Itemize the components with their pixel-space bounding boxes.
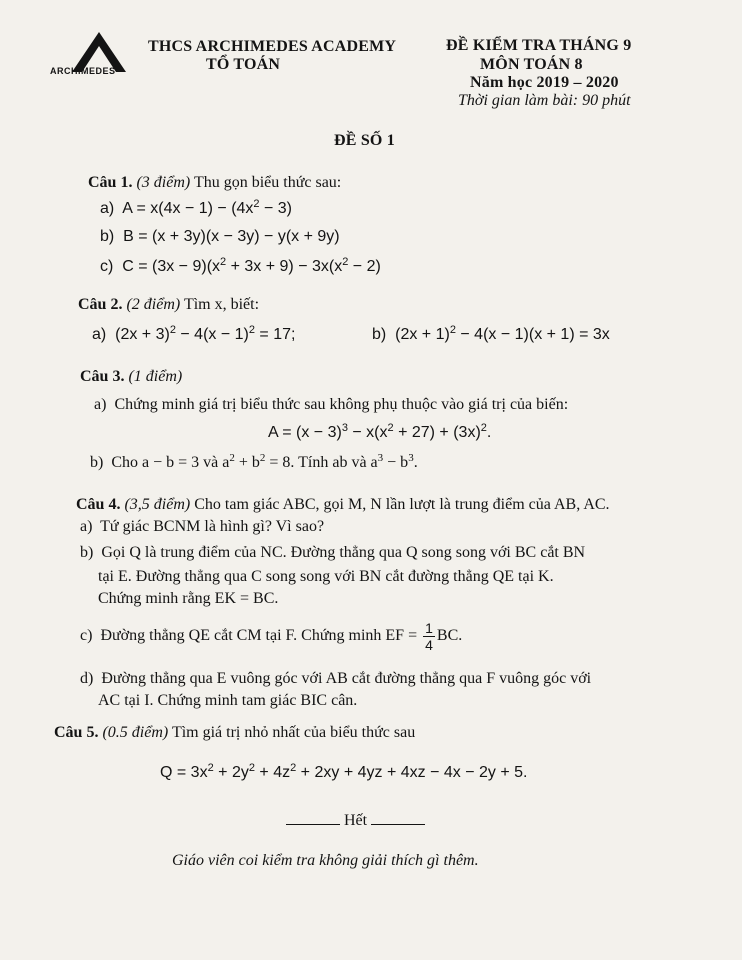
question-1-prompt: Thu gọn biểu thức sau: [193, 174, 342, 191]
question-4d-label: d) [80, 670, 94, 687]
question-3b-exponent: 2 [259, 452, 266, 464]
question-5-label: Câu 5. [54, 724, 99, 741]
question-1a [100, 200, 292, 218]
question-2a-label: a) [92, 326, 107, 343]
question-4c-label: c) [80, 627, 93, 645]
question-5-formula [160, 764, 527, 782]
question-1a-label: a) [100, 200, 115, 217]
question-1c-expr-part: − 2) [348, 258, 381, 275]
formula-part: . [486, 424, 492, 441]
question-3b-part: + b [234, 454, 260, 471]
question-1c-expr-part: C = (3x − 9)(x [122, 258, 221, 275]
question-4d-line-1 [80, 670, 591, 688]
question-4b-line-3: Chứng minh rằng EK = BC. [98, 590, 279, 607]
question-4a-label: a) [80, 518, 93, 535]
formula-part: + 4z [254, 764, 291, 781]
question-1-heading [88, 174, 341, 192]
question-4-heading [76, 496, 610, 514]
question-2b-expr-part: (2x + 1) [395, 326, 450, 343]
formula-part: + 2xy + 4yz + 4xz − 4x − 2y + 5. [296, 764, 528, 781]
question-4c-text: Đường thẳng QE cắt CM tại F. Chứng minh EF = [100, 627, 418, 645]
question-4b-label: b) [80, 544, 94, 561]
question-3b-exponent: 2 [229, 452, 235, 464]
question-2b [372, 326, 610, 344]
formula-exponent: 2 [207, 762, 214, 774]
end-text: Hết [344, 812, 368, 829]
question-1-points: (3 điểm) [136, 174, 191, 191]
question-3b-exponent: 3 [408, 452, 414, 464]
question-1a-expr-part: − 3) [259, 200, 293, 217]
end-rule-left [286, 824, 340, 825]
formula-exponent: 2 [290, 762, 297, 774]
question-2a-expr-part: − 4(x − 1) [175, 326, 249, 343]
fraction-one-quarter [423, 620, 435, 653]
question-3-heading [80, 368, 182, 386]
question-3a-formula [268, 424, 491, 442]
question-2b-label: b) [372, 326, 387, 343]
formula-exponent: 2 [248, 762, 255, 774]
formula-part: + 2y [213, 764, 249, 781]
question-3a-prompt: Chứng minh giá trị biểu thức sau không phụ thuộc vào giá trị của biến: [114, 396, 569, 413]
question-5-points: (0.5 điểm) [102, 724, 169, 741]
question-1b [100, 228, 340, 246]
question-2-label: Câu 2. [78, 296, 123, 313]
question-4-label: Câu 4. [76, 496, 121, 513]
question-3-label: Câu 3. [80, 368, 125, 385]
question-1a-expr-part: A = x(4x − 1) − (4x [122, 200, 254, 217]
fraction-denominator: 4 [425, 637, 433, 653]
question-4b-line-2: tại E. Đường thẳng qua C song song với BN cắt đường thẳng QE tại K. [98, 568, 554, 585]
question-2a [92, 326, 295, 344]
exam-duration: Thời gian làm bài: 90 phút [458, 92, 631, 109]
formula-part: + 27) + (3x) [393, 424, 481, 441]
question-4c [80, 620, 462, 653]
question-4d-text: Đường thẳng qua E vuông góc với AB cắt đường thẳng qua F vuông góc với [101, 670, 592, 687]
question-4c-tail: BC. [436, 627, 463, 645]
formula-exponent: 3 [341, 422, 348, 434]
formula-part: A = (x − 3) [268, 424, 342, 441]
question-5-heading [54, 724, 415, 742]
question-1c-exponent: 2 [220, 256, 227, 268]
question-1-label: Câu 1. [88, 174, 133, 191]
question-2b-exponent: 2 [449, 324, 456, 336]
question-1c [100, 258, 381, 276]
question-3a-label: a) [94, 396, 107, 413]
end-marker [282, 812, 429, 830]
question-4b-line-1 [80, 544, 585, 562]
question-1c-label: c) [100, 258, 114, 275]
question-4a-text: Tứ giác BCNM là hình gì? Vì sao? [100, 518, 325, 535]
question-2a-expr-part: (2x + 3) [115, 326, 170, 343]
proctor-note: Giáo viên coi kiểm tra không giải thích gì thêm. [172, 852, 479, 869]
question-4-prompt: Cho tam giác ABC, gọi M, N lần lượt là trung điểm của AB, AC. [194, 496, 610, 513]
question-1c-exponent: 2 [342, 256, 349, 268]
question-4a [80, 518, 324, 536]
school-year: Năm học 2019 – 2020 [470, 74, 619, 91]
question-4b-text: Gọi Q là trung điểm của NC. Đường thẳng qua Q song song với BC cắt BN [101, 544, 586, 561]
question-3a-text [94, 396, 568, 414]
question-3b [90, 454, 418, 472]
end-rule-right [371, 824, 425, 825]
question-3b-part: . [413, 454, 418, 471]
exam-number: ĐỀ SỐ 1 [334, 132, 395, 149]
question-2a-exponent: 2 [169, 324, 176, 336]
question-4d-line-2: AC tại I. Chứng minh tam giác BIC cân. [98, 692, 358, 709]
formula-exponent: 2 [480, 422, 487, 434]
question-2-points: (2 điểm) [126, 296, 181, 313]
question-3b-part: Cho a − b = 3 và a [111, 454, 230, 471]
question-1a-exponent: 2 [253, 198, 260, 210]
question-3b-exponent: 3 [377, 452, 384, 464]
question-5-prompt: Tìm giá trị nhỏ nhất của biểu thức sau [171, 724, 416, 741]
question-2a-expr-part: = 17; [254, 326, 296, 343]
exam-title: ĐỀ KIỂM TRA THÁNG 9 [446, 37, 632, 54]
school-name: THCS ARCHIMEDES ACADEMY [148, 38, 397, 55]
formula-part: Q = 3x [160, 764, 208, 781]
question-2-prompt: Tìm x, biết: [183, 296, 260, 313]
question-2-heading [78, 296, 259, 314]
question-2a-exponent: 2 [248, 324, 255, 336]
question-1c-expr-part: + 3x + 9) − 3x(x [226, 258, 343, 275]
question-4-points: (3,5 điểm) [124, 496, 191, 513]
subject: MÔN TOÁN 8 [480, 56, 583, 73]
question-3-points: (1 điểm) [128, 368, 183, 385]
question-3b-part: = 8. Tính ab và a [265, 454, 378, 471]
question-1b-label: b) [100, 228, 115, 245]
formula-part: − x(x [347, 424, 388, 441]
department-name: TỔ TOÁN [206, 56, 281, 73]
question-2b-expr-part: − 4(x − 1)(x + 1) = 3x [455, 326, 610, 343]
fraction-numerator: 1 [425, 620, 433, 636]
question-1b-expr: B = (x + 3y)(x − 3y) − y(x + 9y) [123, 228, 340, 245]
question-3b-part: − b [383, 454, 409, 471]
question-3b-label: b) [90, 454, 104, 471]
logo-caption: ARCHIMEDES [50, 66, 116, 76]
formula-exponent: 2 [387, 422, 394, 434]
